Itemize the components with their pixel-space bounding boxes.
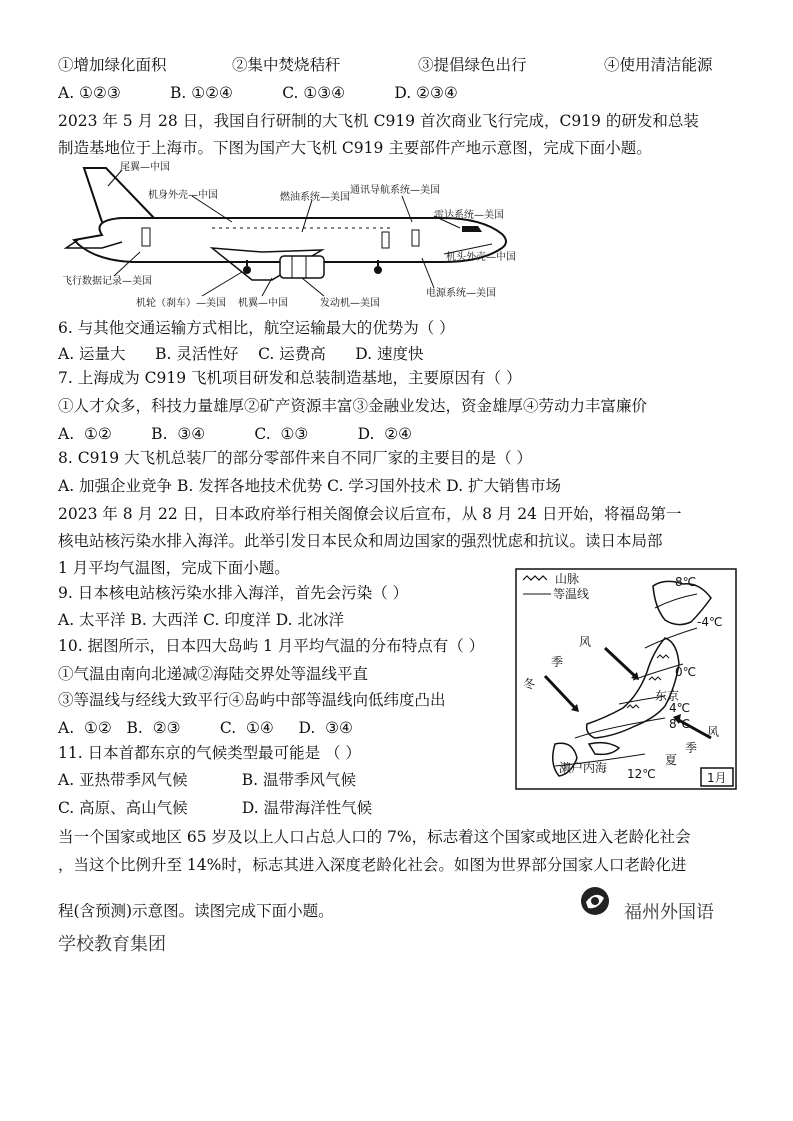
label-tail: 尾翼—中国 — [120, 162, 170, 173]
temp-12: 12℃ — [627, 767, 656, 781]
label-fuselage: 机身外壳—中国 — [148, 190, 218, 201]
c919-parts-diagram — [62, 160, 552, 310]
label-wheels: 机轮（刹车）—美国 — [136, 298, 226, 309]
top-answers: A. ①②③ B. ①②④ C. ①③④ D. ②③④ — [58, 84, 458, 102]
summer-wind-char-3: 夏 — [665, 753, 678, 767]
month-label: 1月 — [707, 771, 727, 785]
label-fuel: 燃油系统—美国 — [280, 192, 350, 203]
main-wheel — [243, 266, 251, 274]
option-4: ④使用清洁能源 — [604, 56, 713, 74]
cockpit-window — [462, 226, 482, 232]
label-seto: 濑户内海 — [559, 761, 608, 775]
label-comm: 通讯导航系统—美国 — [350, 185, 440, 196]
legend-isotherm-label: 等温线 — [553, 587, 590, 601]
option-2: ②集中焚烧秸秆 — [232, 56, 341, 74]
q10-choice2: ③等温线与经线大致平行④岛屿中部等温线向低纬度凸出 — [58, 691, 446, 709]
label-radar: 雷达系统—美国 — [434, 210, 504, 221]
option-1: ①增加绿化面积 — [58, 56, 167, 74]
option-3: ③提倡绿色出行 — [418, 56, 527, 74]
mid-door — [382, 232, 389, 248]
q10-stem: 10. 据图所示，日本四大岛屿 1 月平均气温的分布特点有（ ） — [58, 637, 485, 655]
q10-options: A. ①② B. ②③ C. ①④ D. ③④ — [58, 719, 353, 737]
temp-0: 0℃ — [675, 665, 697, 679]
rear-door — [142, 228, 150, 246]
q11-row1: A. 亚热带季风气候 B. 温带季风气候 — [58, 771, 356, 789]
intro-aging-line1: 当一个国家或地区 65 岁及以上人口占总人口的 7%，标志着这个国家或地区进入老龄化社会 — [58, 828, 691, 846]
nose-wheel — [374, 266, 382, 274]
watermark-line1: 福州外国语 — [624, 902, 714, 923]
q7-choices: ①人才众多，科技力量雄厚②矿产资源丰富③金融业发达，资金雄厚④劳动力丰富廉价 — [58, 397, 648, 415]
engine-shape — [280, 256, 324, 278]
winter-wind-char-3: 冬 — [523, 677, 536, 691]
intro-japan-line2: 核电站核污染水排入海洋。此举引发日本民众和周边国家的强烈忧虑和抗议。读日本局部 — [58, 532, 663, 550]
intro-aging-line3: 程(含预测)示意图。读图完成下面小题。 — [58, 902, 334, 920]
q11-row2: C. 高原、高山气候 D. 温带海洋性气候 — [58, 799, 373, 817]
watermark-line2: 学校教育集团 — [58, 934, 166, 955]
japan-temperature-map — [515, 568, 737, 790]
q10-choice1: ①气温由南向北递减②海陆交界处等温线平直 — [58, 665, 369, 683]
summer-wind-char-1: 风 — [707, 725, 720, 739]
school-logo-icon — [578, 884, 612, 918]
q9-options: A. 太平洋 B. 大西洋 C. 印度洋 D. 北冰洋 — [58, 611, 344, 629]
q8-stem: 8. C919 大飞机总装厂的部分零部件来自不同厂家的主要目的是（ ） — [58, 449, 533, 467]
label-wing: 机翼—中国 — [238, 298, 288, 309]
label-engine: 发动机—美国 — [320, 298, 380, 309]
winter-wind-char-1: 风 — [579, 635, 592, 649]
intro-japan-line3: 1 月平均气温图，完成下面小题。 — [58, 559, 290, 577]
q9-stem: 9. 日本核电站核污染水排入海洋，首先会污染（ ） — [58, 584, 409, 602]
label-power: 电源系统—美国 — [426, 288, 496, 299]
label-nose: 机头外壳—中国 — [446, 252, 516, 263]
legend-mountain-label: 山脉 — [555, 572, 580, 586]
q6-options: A. 运量大 B. 灵活性好 C. 运费高 D. 速度快 — [58, 345, 424, 363]
temp-8: 8℃ — [675, 575, 697, 589]
label-recorder: 飞行数据记录—美国 — [62, 276, 152, 287]
q7-options: A. ①② B. ③④ C. ①③ D. ②④ — [58, 425, 413, 443]
intro-c919-line1: 2023 年 5 月 28 日，我国自行研制的大飞机 C919 首次商业飞行完成，C919 的研发和总装 — [58, 112, 699, 130]
front-door — [412, 230, 419, 246]
q7-stem: 7. 上海成为 C919 飞机项目研发和总装制造基地，主要原因有（ ） — [58, 369, 522, 387]
q8-options: A. 加强企业竞争 B. 发挥各地技术优势 C. 学习国外技术 D. 扩大销售市场 — [58, 477, 561, 495]
q11-stem: 11. 日本首都东京的气候类型最可能是 （ ） — [58, 744, 361, 762]
intro-c919-line2: 制造基地位于上海市。下图为国产大飞机 C919 主要部件产地示意图，完成下面小题。 — [58, 139, 652, 157]
winter-wind-char-2: 季 — [551, 655, 564, 669]
q6-stem: 6. 与其他交通运输方式相比，航空运输最大的优势为（ ） — [58, 319, 455, 337]
temp-8-south: 8℃ — [669, 717, 691, 731]
tail-fin — [84, 168, 154, 222]
summer-wind-char-2: 季 — [685, 741, 698, 755]
intro-aging-line2: ，当这个比例升至 14%时，标志其进入深度老龄化社会。如图为世界部分国家人口老龄化进 — [58, 856, 687, 874]
temp-4: 4℃ — [669, 701, 691, 715]
temp-minus4: -4℃ — [697, 615, 723, 629]
label-tokyo: 东京 — [655, 689, 680, 703]
intro-japan-line1: 2023 年 8 月 22 日，日本政府举行相关阁僚会议后宣布，从 8 月 24 日开始，将福岛第一 — [58, 505, 682, 523]
